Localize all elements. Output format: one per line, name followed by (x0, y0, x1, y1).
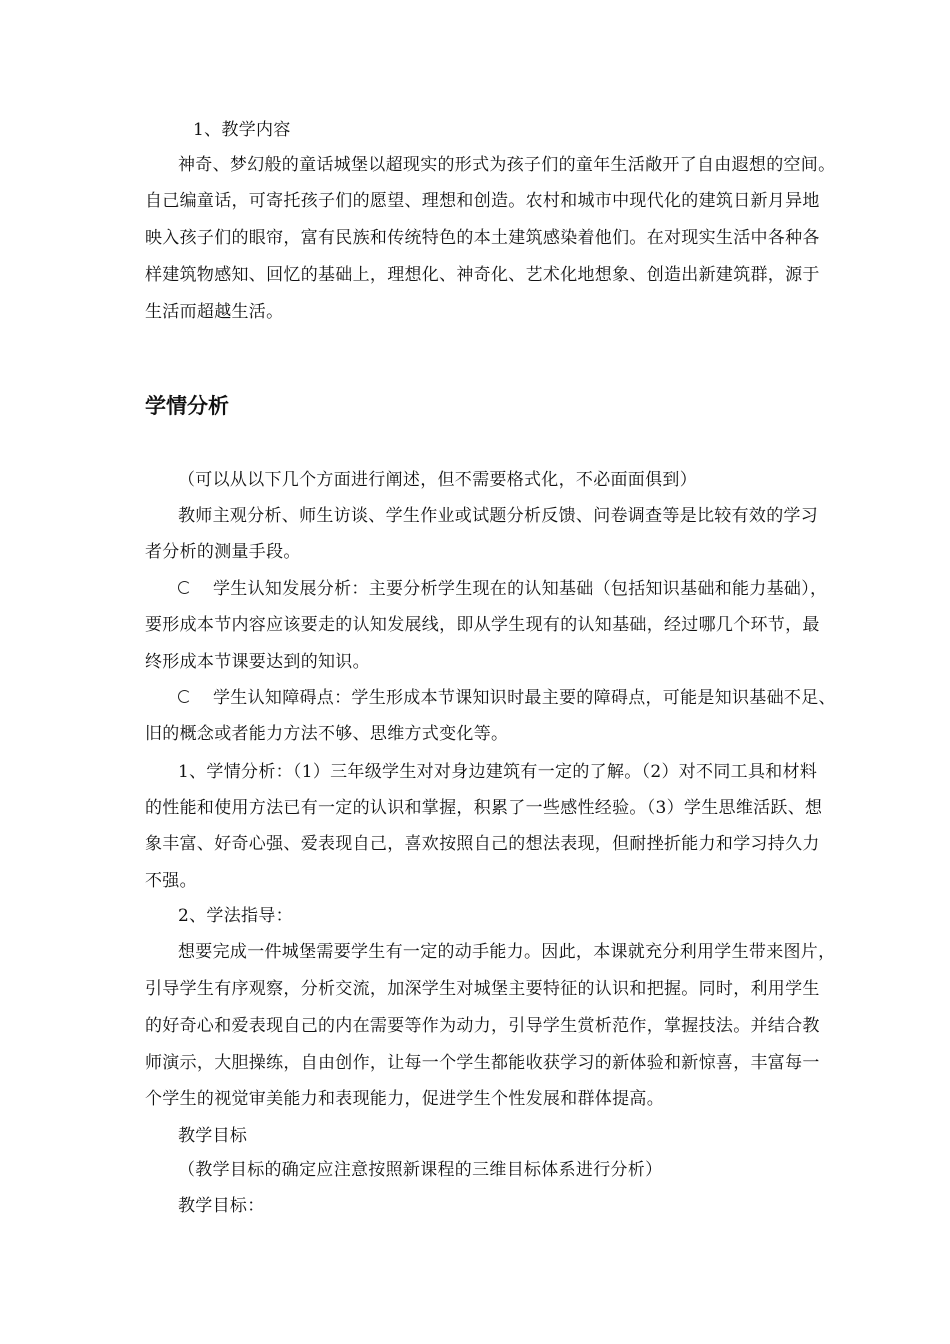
teaching-goals-title: 教学目标 (178, 1126, 248, 1146)
bullet-line: 终形成本节课要达到的知识。 (145, 652, 370, 672)
radio-bullet-icon (178, 581, 191, 594)
paragraph-line: 神奇、梦幻般的童话城堡以超现实的形式为孩子们的童年生活敞开了自由遐想的空间。 (178, 155, 836, 175)
intro-line: 教师主观分析、师生访谈、学生作业或试题分析反馈、问卷调查等是比较有效的学习 (178, 506, 819, 526)
analysis-note: （可以从以下几个方面进行阐述，但不需要格式化，不必面面俱到） (178, 470, 697, 490)
paragraph-line: 自己编童话，可寄托孩子们的愿望、理想和创造。农村和城市中现代化的建筑日新月异地 (145, 191, 820, 211)
heading-student-analysis: 学情分析 (145, 394, 229, 418)
teaching-goals-label: 教学目标： (178, 1196, 265, 1216)
bullet-line: 要形成本节内容应该要走的认知发展线，即从学生现有的认知基础，经过哪几个环节，最 (145, 615, 820, 635)
guide-line: 师演示，大胆操练，自由创作，让每一个学生都能收获学习的新体验和新惊喜，丰富每一 (145, 1053, 820, 1073)
bullet-item-cognitive-development (178, 579, 827, 599)
study-guide-title: 2、学法指导： (178, 906, 293, 926)
analysis-line: 象丰富、好奇心强、爱表现自己，喜欢按照自己的想法表现，但耐挫折能力和学习持久力 (145, 834, 820, 854)
section-title-teaching-content: 1、教学内容 (193, 120, 291, 140)
teaching-goals-note: （教学目标的确定应注意按照新课程的三维目标体系进行分析） (178, 1160, 663, 1180)
intro-line: 者分析的测量手段。 (145, 542, 301, 562)
guide-line: 想要完成一件城堡需要学生有一定的动手能力。因此，本课就充分利用学生带来图片， (178, 942, 836, 962)
guide-line: 个学生的视觉审美能力和表现能力，促进学生个性发展和群体提高。 (145, 1089, 664, 1109)
guide-line: 的好奇心和爱表现自己的内在需要等作为动力，引导学生赏析范作，掌握技法。并结合教 (145, 1016, 820, 1036)
bullet-line: 旧的概念或者能力方法不够、思维方式变化等。 (145, 724, 509, 744)
paragraph-line: 映入孩子们的眼帘，富有民族和传统特色的本土建筑感染着他们。在对现实生活中各种各 (145, 228, 820, 248)
bullet-text: 学生认知障碍点：学生形成本节课知识时最主要的障碍点，可能是知识基础不足、 (213, 688, 836, 708)
paragraph-line: 样建筑物感知、回忆的基础上，理想化、神奇化、艺术化地想象、创造出新建筑群，源于 (145, 265, 820, 285)
bullet-item-cognitive-obstacle (178, 688, 836, 708)
analysis-line: 不强。 (145, 871, 197, 891)
bullet-text: 学生认知发展分析：主要分析学生现在的认知基础（包括知识基础和能力基础）， (213, 579, 828, 599)
guide-line: 引导学生有序观察，分析交流，加深学生对城堡主要特征的认识和把握。同时，利用学生 (145, 979, 820, 999)
analysis-line: 1、学情分析：（1）三年级学生对对身边建筑有一定的了解。（2）对不同工具和材料 (178, 762, 818, 782)
paragraph-line: 生活而超越生活。 (145, 302, 284, 322)
radio-bullet-icon (178, 690, 191, 703)
analysis-line: 的性能和使用方法已有一定的认识和掌握，积累了一些感性经验。（3）学生思维活跃、想 (145, 798, 823, 818)
